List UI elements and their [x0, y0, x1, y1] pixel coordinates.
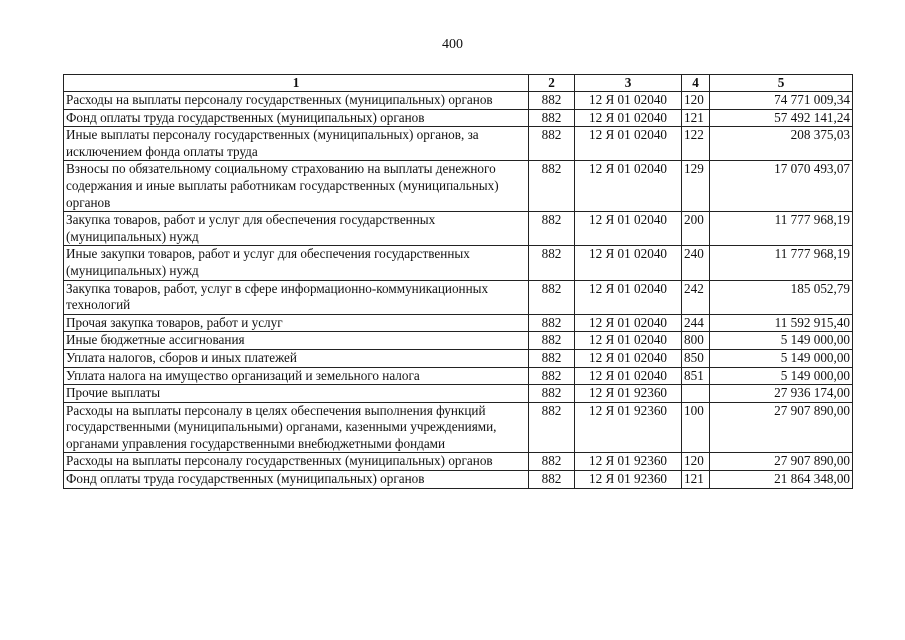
cell-amount: 27 907 890,00: [710, 453, 853, 471]
cell-expense-type: 200: [682, 212, 710, 246]
table-row: [64, 332, 853, 350]
cell-amount: 27 936 174,00: [710, 385, 853, 403]
cell-target-article: 12 Я 01 02040: [575, 161, 682, 212]
cell-expense-type: 244: [682, 314, 710, 332]
cell-target-article: 12 Я 01 92360: [575, 402, 682, 453]
cell-grbs-code: 882: [529, 385, 575, 403]
table-row: [64, 349, 853, 367]
cell-name: Закупка товаров, работ и услуг для обеспечения государственных (муниципальных) нужд: [64, 212, 529, 246]
cell-target-article: 12 Я 01 02040: [575, 349, 682, 367]
cell-amount: 27 907 890,00: [710, 402, 853, 453]
cell-expense-type: 122: [682, 127, 710, 161]
cell-target-article: 12 Я 01 92360: [575, 453, 682, 471]
cell-grbs-code: 882: [529, 212, 575, 246]
cell-name: Расходы на выплаты персоналу государственных (муниципальных) органов: [64, 453, 529, 471]
cell-amount: 57 492 141,24: [710, 109, 853, 127]
table-row: [64, 367, 853, 385]
cell-name: Расходы на выплаты персоналу государственных (муниципальных) органов: [64, 92, 529, 110]
cell-expense-type: 121: [682, 471, 710, 489]
table-header-row: [64, 75, 853, 92]
cell-target-article: 12 Я 01 02040: [575, 332, 682, 350]
cell-target-article: 12 Я 01 02040: [575, 127, 682, 161]
cell-grbs-code: 882: [529, 349, 575, 367]
cell-grbs-code: 882: [529, 332, 575, 350]
cell-expense-type: 850: [682, 349, 710, 367]
cell-target-article: 12 Я 01 02040: [575, 280, 682, 314]
cell-amount: 5 149 000,00: [710, 349, 853, 367]
cell-target-article: 12 Я 01 92360: [575, 471, 682, 489]
cell-grbs-code: 882: [529, 109, 575, 127]
cell-amount: 185 052,79: [710, 280, 853, 314]
cell-amount: 11 777 968,19: [710, 246, 853, 280]
table-body: [64, 92, 853, 489]
table-row: [64, 161, 853, 212]
cell-name: Расходы на выплаты персоналу в целях обеспечения выполнения функций государственными (муниципальными) органами, казенными учреждениями, органами управления государственными внебюджетными фондами: [64, 402, 529, 453]
cell-target-article: 12 Я 01 02040: [575, 92, 682, 110]
header-cell-sum: 5: [710, 75, 853, 92]
table-row: [64, 280, 853, 314]
table-row: [64, 109, 853, 127]
cell-name: Уплата налогов, сборов и иных платежей: [64, 349, 529, 367]
cell-target-article: 12 Я 01 02040: [575, 246, 682, 280]
cell-target-article: 12 Я 01 02040: [575, 314, 682, 332]
cell-target-article: 12 Я 01 92360: [575, 385, 682, 403]
page-number: 400: [442, 37, 463, 52]
table-row: [64, 246, 853, 280]
cell-target-article: 12 Я 01 02040: [575, 109, 682, 127]
cell-expense-type: 100: [682, 402, 710, 453]
header-cell-csr: 3: [575, 75, 682, 92]
cell-name: Закупка товаров, работ, услуг в сфере информационно-коммуникационных технологий: [64, 280, 529, 314]
budget-table: [63, 74, 853, 489]
cell-name: Фонд оплаты труда государственных (муниципальных) органов: [64, 109, 529, 127]
cell-amount: 11 777 968,19: [710, 212, 853, 246]
cell-target-article: 12 Я 01 02040: [575, 367, 682, 385]
cell-amount: 21 864 348,00: [710, 471, 853, 489]
table-row: [64, 314, 853, 332]
cell-grbs-code: 882: [529, 402, 575, 453]
cell-target-article: 12 Я 01 02040: [575, 212, 682, 246]
table-row: [64, 385, 853, 403]
cell-name: Уплата налога на имущество организаций и земельного налога: [64, 367, 529, 385]
cell-grbs-code: 882: [529, 471, 575, 489]
header-cell-vr: 4: [682, 75, 710, 92]
cell-name: Иные бюджетные ассигнования: [64, 332, 529, 350]
cell-expense-type: 242: [682, 280, 710, 314]
cell-grbs-code: 882: [529, 127, 575, 161]
cell-expense-type: 120: [682, 453, 710, 471]
header-cell-grbs: 2: [529, 75, 575, 92]
cell-name: Прочая закупка товаров, работ и услуг: [64, 314, 529, 332]
cell-name: Фонд оплаты труда государственных (муниципальных) органов: [64, 471, 529, 489]
table-row: [64, 92, 853, 110]
header-cell-name: 1: [64, 75, 529, 92]
cell-name: Иные выплаты персоналу государственных (муниципальных) органов, за исключением фонда оплаты труда: [64, 127, 529, 161]
cell-expense-type: 240: [682, 246, 710, 280]
cell-name: Иные закупки товаров, работ и услуг для обеспечения государственных (муниципальных) нужд: [64, 246, 529, 280]
cell-grbs-code: 882: [529, 367, 575, 385]
table-row: [64, 127, 853, 161]
table-row: [64, 471, 853, 489]
cell-amount: 11 592 915,40: [710, 314, 853, 332]
cell-expense-type: 120: [682, 92, 710, 110]
cell-amount: 5 149 000,00: [710, 332, 853, 350]
cell-amount: 17 070 493,07: [710, 161, 853, 212]
cell-expense-type: 800: [682, 332, 710, 350]
cell-name: Прочие выплаты: [64, 385, 529, 403]
cell-grbs-code: 882: [529, 246, 575, 280]
table-row: [64, 402, 853, 453]
cell-expense-type: [682, 385, 710, 403]
cell-expense-type: 129: [682, 161, 710, 212]
cell-name: Взносы по обязательному социальному страхованию на выплаты денежного содержания и иные выплаты работникам государственных (муниципальных) органов: [64, 161, 529, 212]
cell-amount: 208 375,03: [710, 127, 853, 161]
cell-amount: 74 771 009,34: [710, 92, 853, 110]
cell-grbs-code: 882: [529, 280, 575, 314]
cell-grbs-code: 882: [529, 161, 575, 212]
table-row: [64, 453, 853, 471]
cell-grbs-code: 882: [529, 92, 575, 110]
cell-expense-type: 851: [682, 367, 710, 385]
cell-amount: 5 149 000,00: [710, 367, 853, 385]
cell-grbs-code: 882: [529, 314, 575, 332]
table-row: [64, 212, 853, 246]
cell-expense-type: 121: [682, 109, 710, 127]
cell-grbs-code: 882: [529, 453, 575, 471]
